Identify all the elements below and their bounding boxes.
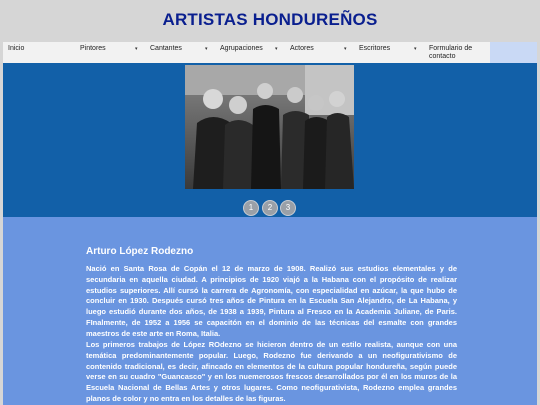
group-photo-image	[185, 65, 354, 189]
nav-label: Formulario de contacto	[429, 45, 473, 60]
nav-label: Cantantes	[150, 45, 182, 52]
nav-end-spacer	[490, 42, 537, 63]
pager-dot-1[interactable]: 1	[243, 200, 259, 216]
chevron-down-icon: ▾	[135, 46, 138, 52]
nav-item-agrupaciones[interactable]	[215, 42, 285, 63]
slide-photo[interactable]	[185, 65, 354, 189]
nav-item-pintores[interactable]	[75, 42, 145, 63]
article-title: Arturo López Rodezno	[86, 246, 194, 257]
article-paragraph: Nació en Santa Rosa de Copán el 12 de marzo de 1908. Realizó sus estudios elementales y de secundaria en aquella ciudad. A principios de 1920 viajó a la Habana con el propósito de realizar estudios superiores. Allí cursó la carrera de Agronomía, con especialidad en azúcar, la que hubo de concluir en 1930. Después cursó tres años de Pintura en la Escuela San Alejandro, de La Habana, y luego estudió durante dos años, de 1938 a 1939, Pintura al Fresco en la Academia Juliane, de Paris. FInalmente, de 1952 a 1956 se capacitón en el dominio de las técnicas del esmalte con grandes maestros de este arte en Roma, Italia.	[86, 264, 457, 338]
chevron-down-icon: ▾	[275, 46, 278, 52]
site-title: ARTISTAS HONDUREÑOS	[162, 10, 378, 29]
nav-label: Agrupaciones	[220, 45, 263, 52]
chevron-down-icon: ▾	[414, 46, 417, 52]
nav-label: Actores	[290, 45, 314, 52]
pager-dot-3[interactable]: 3	[280, 200, 296, 216]
nav-label: Escritores	[359, 45, 391, 52]
chevron-down-icon: ▾	[344, 46, 347, 52]
nav-item-actores[interactable]	[285, 42, 355, 63]
nav-item-inicio[interactable]	[3, 42, 75, 63]
nav-item-contacto[interactable]	[424, 42, 490, 63]
nav-item-cantantes[interactable]	[145, 42, 215, 63]
article-paragraph: Los primeros trabajos de López ROdezno se hicieron dentro de un estilo realista, aunque con una temática predominantemente popular. Luego, Rodezno fue derivando a un neofigurativismo de contenido tradicional, es decir, afincado en elementos de la cultura popular hondureña, según puede verse en su cuadro "Guancasco" y en los nuemerosos frescos desarrollados por él en los muros de la Escuela Nacional de Bellas Artes y otros lugares. Como neofigurativista, Rodezno emplea grandes planos de color y no entra en los detalles de las figuras.	[86, 340, 457, 403]
pager-dot-2[interactable]: 2	[262, 200, 278, 216]
chevron-down-icon: ▾	[205, 46, 208, 52]
nav-label: Inicio	[8, 45, 25, 52]
header	[0, 0, 540, 42]
nav-label: Pintores	[80, 45, 106, 52]
nav-item-escritores[interactable]	[354, 42, 424, 63]
image-slider	[3, 63, 537, 217]
main-nav	[3, 42, 537, 63]
article-content	[3, 217, 537, 405]
